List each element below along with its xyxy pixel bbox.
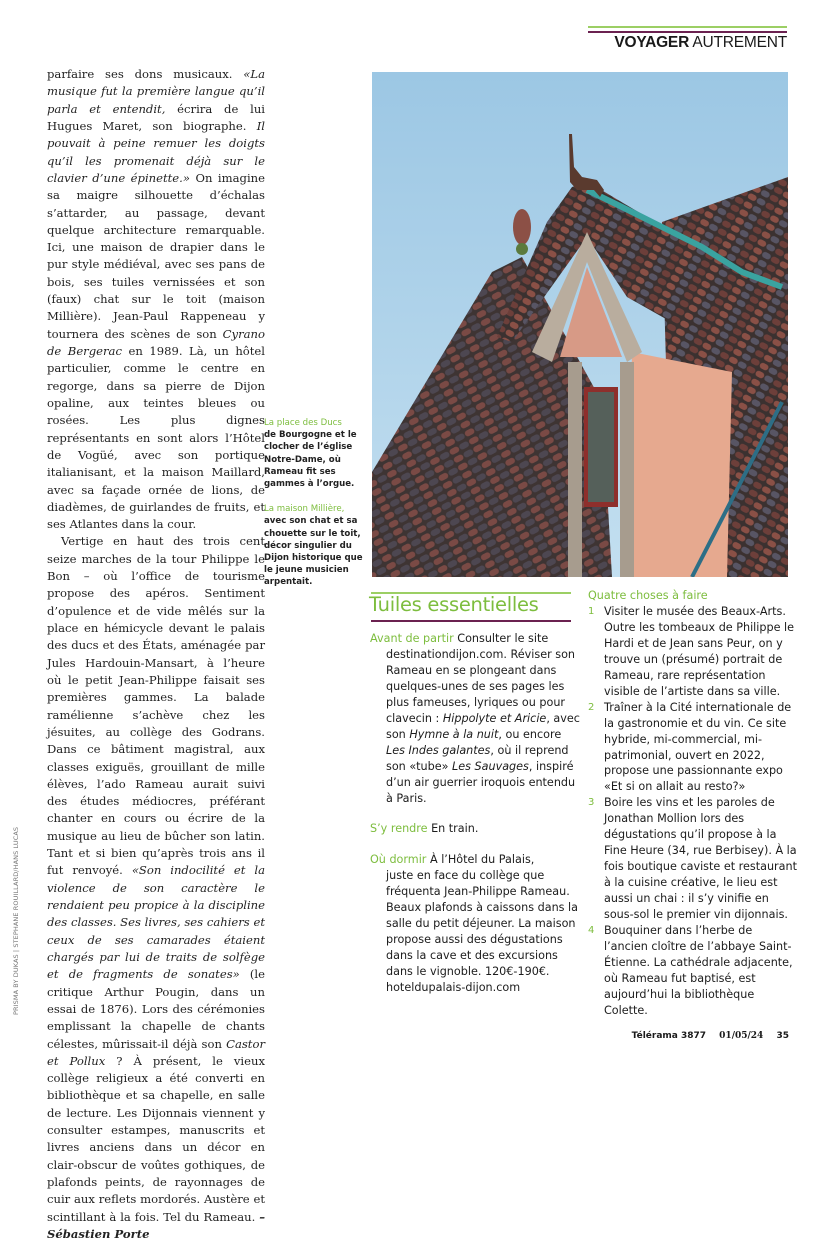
owl-statue [513,209,531,245]
infobox-entry-sy-rendre [370,821,582,837]
text-segment: écrira de lui Hugues Maret, son biographe. [47,101,265,133]
article-paragraph [47,533,265,1243]
item-number: 4 [588,925,595,937]
text-segment: juste en face du collège que fréquenta Jean-Philippe Rameau. Beaux plafonds à caissons dans la salle du petit déjeuner. La maison propose aussi des dégustations dans la cave et des excursions dans le vignoble. 120€-190€. hoteldupalais-dijon.com [386,869,579,995]
item-number: 2 [588,701,595,713]
item-number: 1 [588,605,595,617]
article-paragraph [47,66,265,533]
italic-segment: «Son indocilité et la violence de son caractère le rendaient peu propice à la discipline des classes. Ses livres, ses cahiers et ceux de ses camarades étaient chargés par lui de traits de solfège et de fragments de sonates» [47,863,265,982]
section-title-light: AUTREMENT [692,34,787,51]
italic-segment: «La musique fut la première langue qu’il parla et entendit, [47,67,265,116]
infobox-entries [370,631,582,1011]
entry-continued [370,647,582,807]
article-body [47,66,265,1243]
things-to-do-item [588,923,798,1019]
entry-label: Avant de partir [370,632,454,645]
entry-first-line: Consulter le site [457,632,549,645]
things-to-do-item [588,700,798,796]
entry-continued [370,868,582,996]
italic-segment: Hippolyte et Aricie [442,711,547,725]
text-segment: , inspiré d’un air guerrier iroquois entendu à Paris. [386,759,576,805]
item-text: Bouquiner dans l’herbe de l’ancien cloître de l’abbaye Saint-Étienne. La cathédrale adjacente, où Rameau fut baptisé, est aujourd’hui la bibliothèque Colette. [604,924,793,1017]
dormer-wall [627,352,732,577]
item-text: Traîner à la Cité internationale de la gastronomie et du vin. Ce site hybride, mi-commercial, mi-patrimonial, ouvert en 2022, propose une passionnante expo «Et si on allait au resto?» [604,700,792,794]
italic-segment: Les Indes galantes [386,743,491,757]
text-segment: , avec son [386,711,580,741]
text-segment: On imagine sa maigre silhouette d’échalas s’attarder, au passage, devant quelque architecture remarquable. Ici, une maison de drapier dans le pur style médiéval, avec ses pans de bois, ses tuiles vernissées et son (faux) chat sur le toit (maison Millière). Jean-Paul Rappeneau y tournera des scènes de son [47,170,265,341]
text-segment: ? À présent, le vieux collège religieux a été converti en bibliothèque et sa chapelle, en salle de lecture. Les Dijonnais viennent y consulter estampes, manuscrits et livres anciens dans un décor en clair-obscur de voûtes gothiques, de plafonds peints, de rayonnages de cuir aux reflets mordorés. Austère et scintillant à la fois. Tel du Rameau. [47,1053,265,1224]
infobox-entry-avant-de-partir [370,631,582,806]
item-number: 3 [588,797,595,809]
window-glass [588,392,614,502]
text-segment: parfaire ses dons musicaux. [47,67,244,81]
things-to-do-item [588,795,798,923]
footer-date: 01/05/24 [719,1031,764,1041]
text-segment: , où il reprend son «tube» [386,743,569,773]
item-text: Boire les vins et les paroles de Jonathan Mollion lors des dégustations qu’il propose à la Fine Heure (34, rue Berbisey). À la fois boutique caviste et restaurant à la cuisine créative, le lieu est aussi un chai : il s’y vinifie en sous-sol le premier vin dijonnais. [604,796,797,922]
footer-magazine: Télérama 3877 [631,1031,707,1041]
entry-label: Où dormir [370,853,427,867]
page-footer [622,1031,789,1041]
text-segment: Vertige en haut des trois cent seize marches de la tour Philippe le Bon – où l’office de tourisme propose des apéros. Sentiment d’opulence et de vide mêlés sur la place en hémicycle devant le palais des ducs et des États, aménagée par Jules Hardouin-Mansart, à l’heure où le petit Jean-Philippe faisait ses premières gammes. La balade ramélienne s’achève chez les jésuites, au collège des Godrans. Dans ce bâtiment magistral, aux classes exiguës, grouillant de mille élèves, l’ado Rameau aurait suivi des études médiocres, préférant chanter en cours ou écrire de la musique au lieu de bûcher son latin. Tant et si bien qu’après trois ans il fut renvoyé. [47,534,265,878]
photo-dormer-roof [372,72,788,577]
text-segment: (le critique Arthur Pougin, dans un essai de 1876). Lors des cérémonies emplissant la chapelle de chants célestes, mûrissait-il déjà son [47,967,265,1051]
author-signature: – Sébastien Porte [47,1209,265,1241]
caption-text: de Bourgogne et le clocher de l’église Notre-Dame, où Rameau fit ses gammes à l’orgue. [264,430,357,490]
caption-lead: La maison Millière, [264,504,345,515]
entry-first-line: À l’Hôtel du Palais, [429,853,535,867]
entry-label: S’y rendre [370,822,428,836]
photo-captions [264,417,368,602]
entry-first-line: En train. [431,822,479,836]
things-to-do-item [588,604,798,700]
italic-segment: Castor et Pollux [47,1036,265,1068]
italic-segment: Hymne à la nuit [409,727,499,741]
caption-text: avec son chat et sa chouette sur le toit, décor singulier du Dijon historique que le jeune musicien arpentait. [264,516,363,588]
roof-illustration [372,72,788,577]
text-segment: en 1989. Là, un hôtel particulier, comme le centre en regorge, dans sa pierre de Dijon opaline, aux teintes bleues ou rosées. Les plus dignes représentants en sont alors l’Hôtel de Vogüé, avec son portique italianisant, et la maison Maillard, avec sa façade ornée de lions, de diadèmes, de guirlandes de fruits, et ses Atlantes dans la cour. [47,344,265,532]
infobox-title: Tuiles essentielles [369,593,539,616]
things-to-do-heading: Quatre choses à faire [588,589,708,602]
text-segment: destinationdijon.com. Réviser son Rameau en se plongeant dans quelques-unes de ses pages les plus fameuses, lyriques ou pour clavecin : [386,647,576,725]
infobox-entry-ou-dormir [370,852,582,996]
italic-segment: Cyrano de Bergerac [47,326,265,358]
footer-page-number: 35 [776,1031,789,1041]
header-rule-purple [588,31,787,33]
text-segment: , ou encore [498,727,562,741]
owl-base [516,243,528,255]
section-title-bold: VOYAGER [614,34,690,51]
caption-place-des-ducs [264,417,368,490]
item-text: Visiter le musée des Beaux-Arts. Outre les tombeaux de Philippe le Hardi et de Jean sans Peur, on y trouve un (présumé) portrait de Rameau, rare représentation visible de l’artiste dans sa ville. [604,604,795,698]
infobox-rule-purple [371,620,571,622]
caption-maison-milliere [264,503,368,588]
post-right [620,362,634,577]
header-rule-green [588,26,787,28]
section-title [614,34,787,52]
things-to-do [588,588,798,1019]
caption-lead: La place des Ducs [264,418,342,428]
italic-segment: Les Sauvages [452,759,529,773]
post-left [568,362,582,577]
italic-segment: Il pouvait à peine remuer les doigts qu’il les promenait déjà sur le clavier d’une épinette.» [47,118,265,185]
photo-credit: PRISMA BY DUKAS | STEPHANE ROUILLARD/HANS LUCAS [12,826,20,1015]
